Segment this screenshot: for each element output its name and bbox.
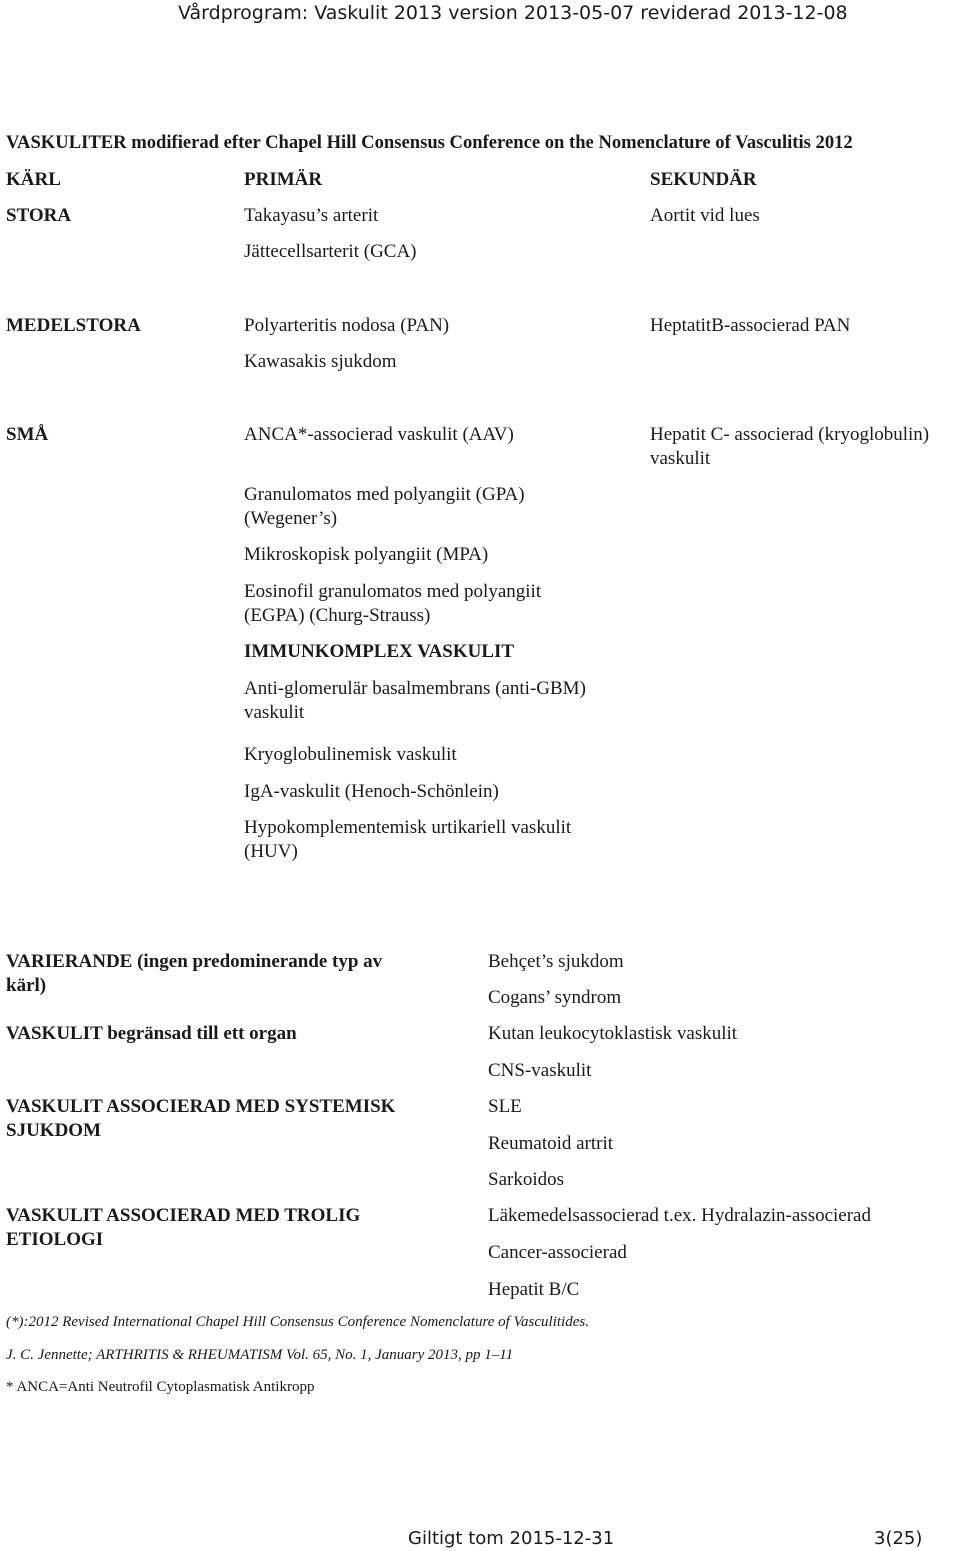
category-item: Sarkoidos bbox=[488, 1169, 564, 1190]
footnote-citation: J. C. Jennette; ARTHRITIS & RHEUMATISM Vol. 65, No. 1, January 2013, pp 1–11 bbox=[6, 1347, 514, 1363]
primary-item: Jättecellsarterit (GCA) bbox=[244, 241, 417, 262]
anca-heading: ANCA*-associerad vaskulit (AAV) bbox=[244, 424, 514, 445]
page-number: 3(25) bbox=[874, 1528, 923, 1549]
category-item: SLE bbox=[488, 1096, 522, 1117]
footer-valid-until: Giltigt tom 2015-12-31 bbox=[408, 1528, 615, 1549]
row-label-stora: STORA bbox=[6, 205, 72, 226]
category-systemisk: SJUKDOM bbox=[6, 1120, 101, 1141]
row-label-sma: SMÅ bbox=[6, 424, 49, 445]
category-varierande: VARIERANDE (ingen predominerande typ av bbox=[6, 951, 383, 972]
footnote-anca: * ANCA=Anti Neutrofil Cytoplasmatisk Antikropp bbox=[6, 1379, 315, 1395]
immune-item: Anti-glomerulär basalmembrans (anti-GBM) bbox=[244, 678, 586, 699]
col-header-vessel: KÄRL bbox=[6, 169, 61, 190]
footnote-reference: (*):2012 Revised International Chapel Hill Consensus Conference Nomenclature of Vasculitides. bbox=[6, 1314, 589, 1330]
category-item: Reumatoid artrit bbox=[488, 1133, 614, 1154]
category-trolig: VASKULIT ASSOCIERAD MED TROLIG bbox=[6, 1205, 361, 1226]
category-item: Cogans’ syndrom bbox=[488, 987, 622, 1008]
category-systemisk: VASKULIT ASSOCIERAD MED SYSTEMISK bbox=[6, 1096, 396, 1117]
secondary-item: Aortit vid lues bbox=[650, 205, 760, 226]
col-header-secondary: SEKUNDÄR bbox=[650, 169, 757, 190]
anca-item: (Wegener’s) bbox=[244, 508, 338, 529]
table-title: VASKULITER modifierad efter Chapel Hill Consensus Conference on the Nomenclature of Vasculitis 2012 bbox=[6, 132, 853, 153]
category-varierande: kärl) bbox=[6, 975, 47, 996]
category-item: CNS-vaskulit bbox=[488, 1060, 592, 1081]
anca-item: Granulomatos med polyangiit (GPA) bbox=[244, 484, 525, 505]
anca-item: Mikroskopisk polyangiit (MPA) bbox=[244, 544, 489, 565]
col-header-primary: PRIMÄR bbox=[244, 169, 323, 190]
category-organ: VASKULIT begränsad till ett organ bbox=[6, 1023, 297, 1044]
immune-item: Hypokomplementemisk urtikariell vaskulit bbox=[244, 817, 572, 838]
category-item: Kutan leukocytoklastisk vaskulit bbox=[488, 1023, 738, 1044]
primary-item: Kawasakis sjukdom bbox=[244, 351, 397, 372]
immune-item: IgA-vaskulit (Henoch-Schönlein) bbox=[244, 781, 499, 802]
anca-item: (EGPA) (Churg-Strauss) bbox=[244, 605, 431, 626]
immune-item: Kryoglobulinemisk vaskulit bbox=[244, 744, 457, 765]
anca-item: Eosinofil granulomatos med polyangiit bbox=[244, 581, 542, 602]
immune-item: vaskulit bbox=[244, 702, 305, 723]
immune-item: (HUV) bbox=[244, 841, 298, 862]
immune-heading: IMMUNKOMPLEX VASKULIT bbox=[244, 641, 515, 662]
secondary-item: HeptatitB-associerad PAN bbox=[650, 315, 851, 336]
category-item: Läkemedelsassocierad t.ex. Hydralazin-associerad bbox=[488, 1205, 871, 1226]
row-label-medelstora: MEDELSTORA bbox=[6, 315, 141, 336]
category-item: Cancer-associerad bbox=[488, 1242, 627, 1263]
secondary-item: Hepatit C- associerad (kryoglobulin) bbox=[650, 424, 930, 445]
running-header: Vårdprogram: Vaskulit 2013 version 2013-05-07 reviderad 2013-12-08 bbox=[178, 2, 848, 24]
category-item: Behçet’s sjukdom bbox=[488, 951, 624, 972]
category-trolig: ETIOLOGI bbox=[6, 1229, 104, 1250]
category-item: Hepatit B/C bbox=[488, 1279, 580, 1300]
secondary-item: vaskulit bbox=[650, 448, 711, 469]
primary-item: Takayasu’s arterit bbox=[244, 205, 379, 226]
primary-item: Polyarteritis nodosa (PAN) bbox=[244, 315, 450, 336]
